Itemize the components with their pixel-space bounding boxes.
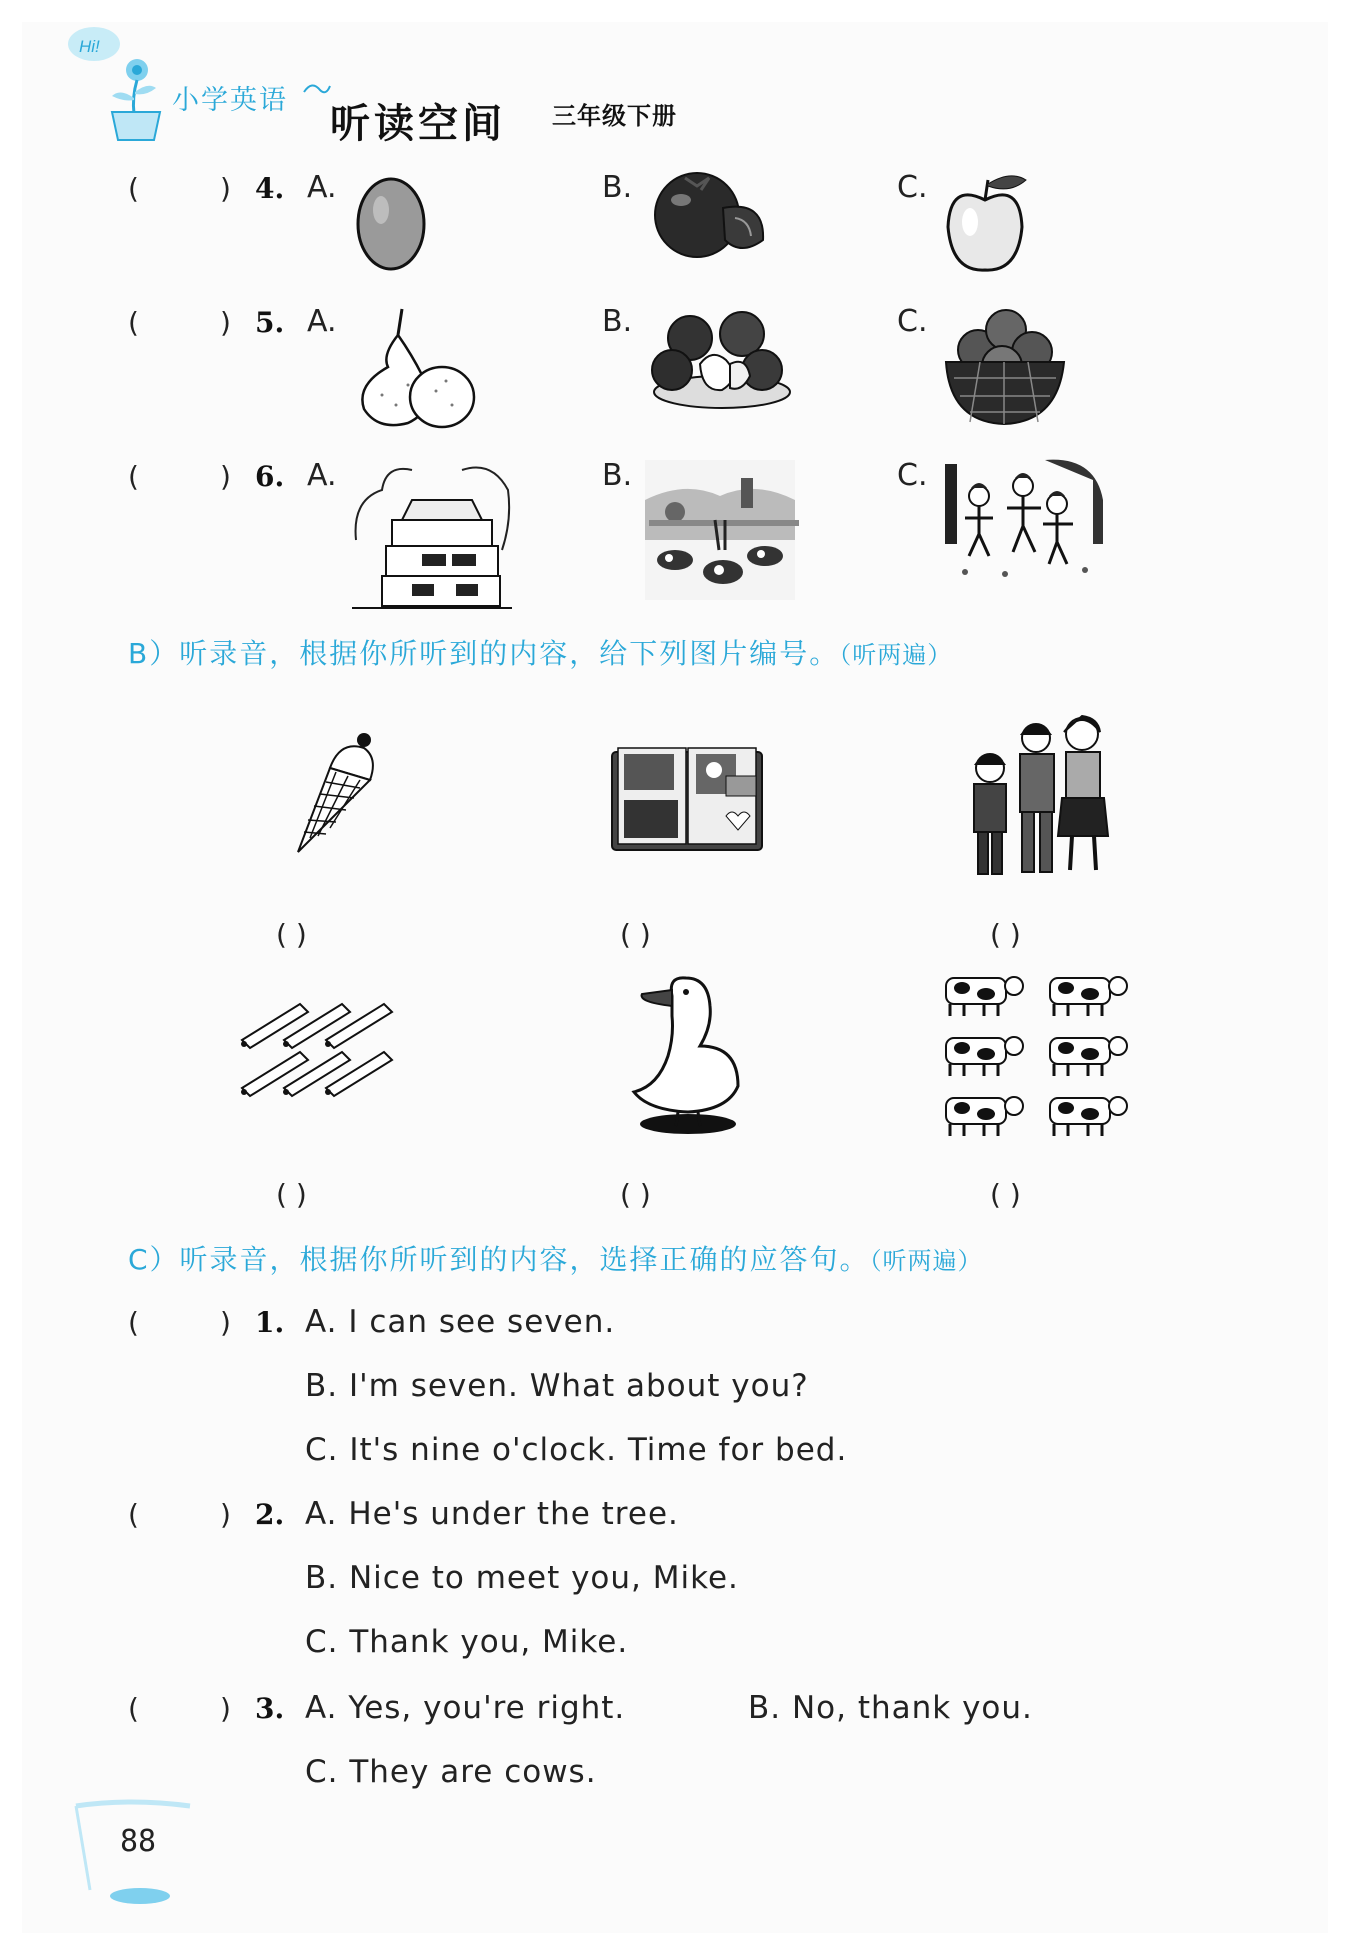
family-icon [962, 706, 1122, 890]
listen-twice-note: （听两遍） [869, 1247, 983, 1275]
number-blank[interactable]: ( ) [990, 1178, 1021, 1211]
farm-scene-icon [645, 460, 795, 604]
children-playing-icon [945, 460, 1105, 584]
school-building-icon [352, 460, 512, 614]
cows-icon [940, 970, 1140, 1149]
pears-icon [352, 305, 477, 434]
answer-option-c: C. It's nine o'clock. Time for bed. [305, 1432, 848, 1468]
answer-blank-close: ) [220, 172, 231, 205]
number-blank[interactable]: ( ) [276, 1178, 307, 1211]
answer-option-a: A. Yes, you're right. [305, 1690, 626, 1726]
apples-plate-icon [650, 308, 795, 417]
answer-blank-open[interactable]: ( [128, 172, 139, 205]
apple-icon [940, 172, 1030, 281]
question-number: 5. [255, 306, 285, 339]
number-blank[interactable]: ( ) [620, 918, 651, 951]
section-b-instruction: B）听录音，根据你所听到的内容，给下列图片编号。（听两遍） [128, 637, 953, 670]
series-title: 小学英语 [172, 85, 288, 116]
duck-icon [628, 976, 748, 1140]
answer-blank-open[interactable]: ( [128, 460, 139, 493]
number-blank[interactable]: ( ) [620, 1178, 651, 1211]
answer-blank-close: ) [220, 1692, 231, 1725]
pencils-icon [240, 998, 410, 1102]
answer-option-b: B. Nice to meet you, Mike. [305, 1560, 739, 1596]
answer-option-b: B. I'm seven. What about you? [305, 1368, 809, 1404]
tomato-icon [645, 170, 775, 264]
answer-option-c: C. They are cows. [305, 1754, 597, 1790]
photo-album-icon [610, 746, 770, 860]
answer-blank-open[interactable]: ( [128, 1692, 139, 1725]
number-blank[interactable]: ( ) [276, 918, 307, 951]
ice-cream-icon [290, 728, 380, 862]
option-label: A. [307, 170, 337, 205]
option-label: A. [307, 304, 337, 339]
option-label: C. [897, 170, 928, 205]
option-label: B. [602, 458, 633, 493]
option-label: C. [897, 304, 928, 339]
listen-twice-note: （听两遍） [839, 641, 953, 669]
page-number: 88 [120, 1824, 157, 1859]
answer-option-a: A. I can see seven. [305, 1304, 616, 1340]
question-number: 6. [255, 460, 285, 493]
orange-basket-icon [940, 300, 1070, 434]
answer-blank-close: ) [220, 306, 231, 339]
header-logo [62, 22, 182, 146]
question-number: 3. [255, 1692, 285, 1725]
swirl-icon [302, 78, 332, 102]
grade-label: 三年级下册 [552, 102, 677, 130]
answer-option-a: A. He's under the tree. [305, 1496, 679, 1532]
answer-blank-open[interactable]: ( [128, 306, 139, 339]
book-title: 听读空间 [330, 101, 506, 147]
option-label: C. [897, 458, 928, 493]
answer-blank-close: ) [220, 1498, 231, 1531]
question-number: 1. [255, 1306, 285, 1339]
number-blank[interactable]: ( ) [990, 918, 1021, 951]
option-label: B. [602, 304, 633, 339]
question-number: 2. [255, 1498, 285, 1531]
section-c-instruction: C）听录音，根据你所听到的内容，选择正确的应答句。（听两遍） [128, 1243, 983, 1276]
question-number: 4. [255, 172, 285, 205]
answer-blank-close: ) [220, 1306, 231, 1339]
answer-option-c: C. Thank you, Mike. [305, 1624, 629, 1660]
egg-icon [355, 172, 427, 276]
answer-option-b: B. No, thank you. [748, 1690, 1033, 1726]
option-label: A. [307, 458, 337, 493]
answer-blank-close: ) [220, 460, 231, 493]
answer-blank-open[interactable]: ( [128, 1306, 139, 1339]
answer-blank-open[interactable]: ( [128, 1498, 139, 1531]
option-label: B. [602, 170, 633, 205]
hi-badge: Hi! [79, 37, 100, 56]
